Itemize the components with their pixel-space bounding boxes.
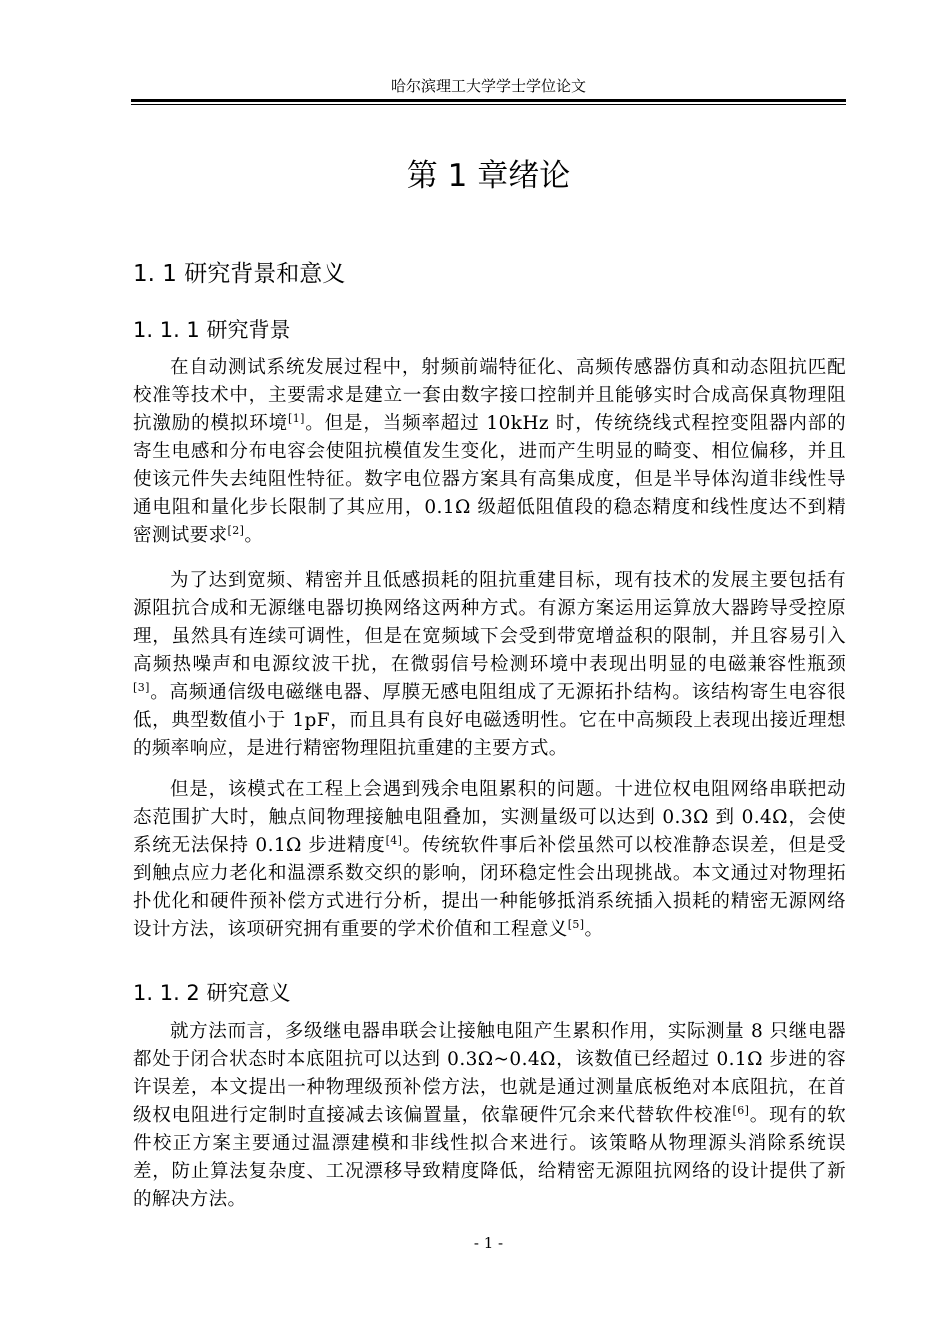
subsection-heading-background: 1. 1. 1 研究背景 bbox=[133, 318, 291, 342]
page-number: - 1 - bbox=[473, 1234, 504, 1252]
citation-ref: [4] bbox=[385, 834, 403, 847]
paragraph-text: 为了达到宽频、精密并且低感损耗的阻抗重建目标，现有技术的发展主要包括有源阻抗合成和无源继电器切换网络这两种方式。有源方案运用运算放大器跨导受控原理，虽然具有连续可调性，但是在宽频域下会受到带宽增益积的限制，并且容易引入高频热噪声和电源纹波干扰，在微弱信号检测环境中表现出明显的电磁兼容性瓶颈 bbox=[133, 570, 846, 675]
citation-ref: [1] bbox=[288, 412, 305, 425]
paragraph-text: 但是，该模式在工程上会遇到残余电阻累积的问题。十进位权电阻网络串联把动态范围扩大时，触点间物理接触电阻叠加，实测量级可以达到 0.3Ω 到 0.4Ω，会使系统无法保持 0.1Ω 步进精度 bbox=[133, 779, 846, 856]
subsection-heading-significance: 1. 1. 2 研究意义 bbox=[133, 981, 291, 1005]
header-rule-thick bbox=[131, 99, 846, 102]
paragraph-text: 。现有的软件校正方案主要通过温漂建模和非线性拟合来进行。该策略从物理源头消除系统误差，防止算法复杂度、工况漂移导致精度降低，给精密无源阻抗网络的设计提供了新的解决方法。 bbox=[133, 1105, 846, 1210]
paragraph-text: 。但是，当频率超过 10kHz 时，传统绕线式程控变阻器内部的寄生电感和分布电容会使阻抗模值发生变化，进而产生明显的畸变、相位偏移，并且使该元件失去纯阻性特征。数字电位器方案具有高集成度，但是半导体沟道非线性导通电阻和量化步长限制了其应用，0.1Ω 级超低阻值段的稳态精度和线性度达不到精密测试要求 bbox=[133, 413, 846, 546]
chapter-title: 第 1 章绪论 bbox=[406, 158, 571, 194]
paragraph-text: 。传统软件事后补偿虽然可以校准静态误差，但是受到触点应力老化和温漂系数交织的影响，闭环稳定性会出现挑战。本文通过对物理拓扑优化和硬件预补偿方式进行分析，提出一种能够抵消系统插入损耗的精密无源网络设计方法，该项研究拥有重要的学术价值和工程意义 bbox=[133, 835, 846, 940]
paragraph-text: 。高频通信级电磁继电器、厚膜无感电阻组成了无源拓扑结构。该结构寄生电容很低，典型数值小于 1pF，而且具有良好电磁透明性。它在中高频段上表现出接近理想的频率响应，是进行精密物理阻抗重建的主要方式。 bbox=[133, 682, 846, 759]
paragraph-text: 。 bbox=[584, 919, 604, 940]
citation-ref: [2] bbox=[227, 524, 245, 537]
paragraph-significance-1 bbox=[133, 1018, 846, 1214]
section-heading: 1. 1 研究背景和意义 bbox=[133, 261, 346, 287]
paragraph-background-1 bbox=[133, 354, 846, 550]
paragraph-background-3 bbox=[133, 776, 846, 944]
paragraph-text: 在自动测试系统发展过程中，射频前端特征化、高频传感器仿真和动态阻抗匹配校准等技术中，主要需求是建立一套由数字接口控制并且能够实时合成高保真物理阻抗激励的模拟环境 bbox=[133, 357, 846, 434]
header-rule-thin bbox=[131, 104, 846, 105]
citation-ref: [6] bbox=[732, 1104, 750, 1117]
paragraph-text: 。 bbox=[244, 525, 264, 546]
running-header: 哈尔滨理工大学学士学位论文 bbox=[390, 77, 586, 95]
paragraph-text: 就方法而言，多级继电器串联会让接触电阻产生累积作用，实际测量 8 只继电器都处于闭合状态时本底阻抗可以达到 0.3Ω~0.4Ω，该数值已经超过 0.1Ω 步进的容许误差，本文提出一种物理级预补偿方法，也就是通过测量底板绝对本底阻抗，在首级权电阻进行定制时直接减去该偏置量，依靠硬件冗余来代替软件校准 bbox=[133, 1021, 846, 1126]
paragraph-background-2 bbox=[133, 567, 846, 763]
citation-ref: [3] bbox=[133, 681, 150, 694]
citation-ref: [5] bbox=[567, 918, 585, 931]
